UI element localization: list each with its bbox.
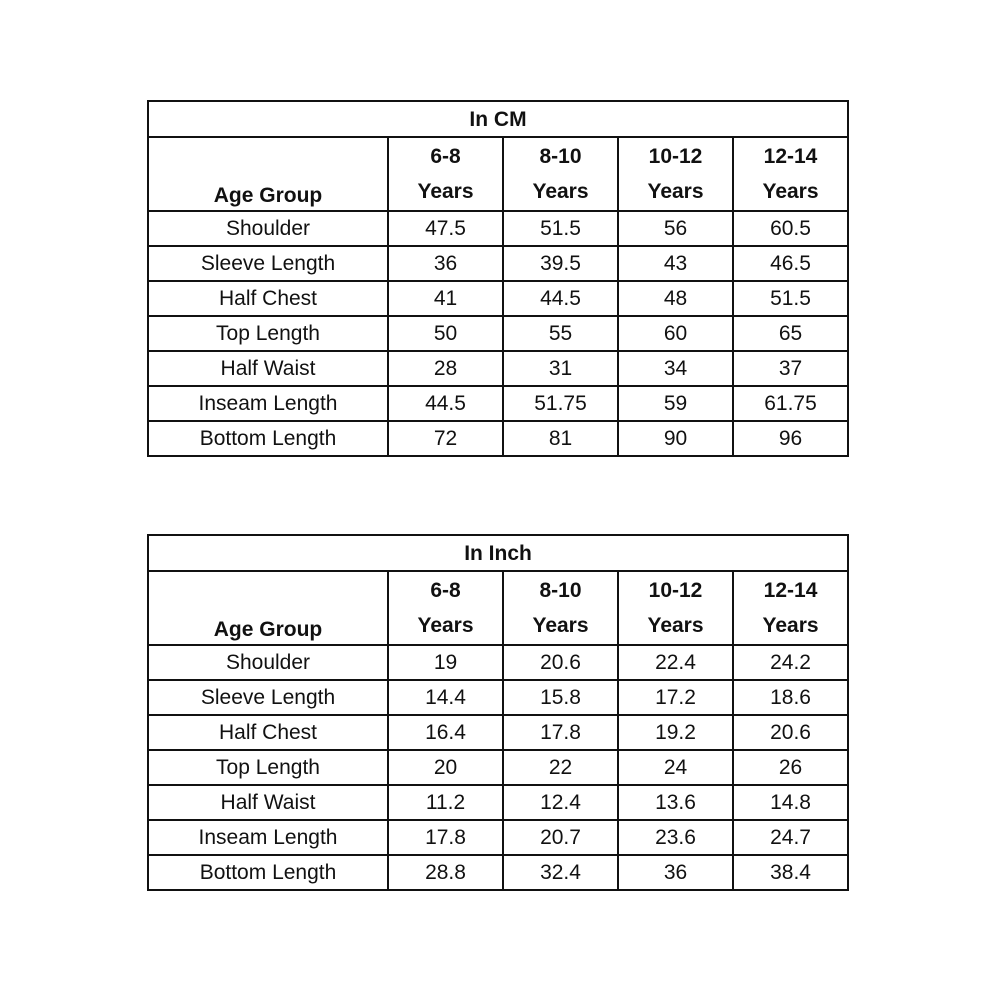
row-label: Inseam Length	[148, 820, 388, 855]
size-table-cm	[147, 100, 849, 457]
row-label: Bottom Length	[148, 421, 388, 456]
cell-value: 24	[618, 750, 733, 785]
table-row	[148, 855, 848, 890]
column-header	[733, 571, 848, 645]
cell-value: 65	[733, 316, 848, 351]
row-label: Half Waist	[148, 785, 388, 820]
cell-value: 51.75	[503, 386, 618, 421]
row-label: Bottom Length	[148, 855, 388, 890]
cell-value: 20	[388, 750, 503, 785]
cell-value: 19.2	[618, 715, 733, 750]
cell-value: 24.2	[733, 645, 848, 680]
cell-value: 20.6	[733, 715, 848, 750]
column-header-unit: Years	[647, 614, 704, 637]
cell-value: 44.5	[388, 386, 503, 421]
cell-value: 81	[503, 421, 618, 456]
column-header-range: 12-14	[763, 145, 818, 168]
column-header-range: 6-8	[430, 145, 461, 168]
table-title-row	[148, 535, 848, 571]
table-title-row	[148, 101, 848, 137]
column-header-unit: Years	[647, 180, 704, 203]
column-header-range: 10-12	[648, 579, 703, 602]
column-header	[503, 571, 618, 645]
column-header-unit: Years	[762, 180, 819, 203]
row-label: Half Waist	[148, 351, 388, 386]
cell-value: 16.4	[388, 715, 503, 750]
table-row	[148, 316, 848, 351]
row-label: Half Chest	[148, 715, 388, 750]
cell-value: 28.8	[388, 855, 503, 890]
column-header-range: 12-14	[763, 579, 818, 602]
column-header	[503, 137, 618, 211]
row-label: Top Length	[148, 750, 388, 785]
cell-value: 17.8	[388, 820, 503, 855]
cell-value: 55	[503, 316, 618, 351]
cell-value: 17.8	[503, 715, 618, 750]
column-header-range: 8-10	[539, 579, 582, 602]
column-header-unit: Years	[532, 180, 589, 203]
cell-value: 12.4	[503, 785, 618, 820]
cell-value: 14.4	[388, 680, 503, 715]
column-header	[618, 571, 733, 645]
cell-value: 38.4	[733, 855, 848, 890]
cell-value: 50	[388, 316, 503, 351]
cell-value: 46.5	[733, 246, 848, 281]
cell-value: 36	[388, 246, 503, 281]
cell-value: 32.4	[503, 855, 618, 890]
cell-value: 18.6	[733, 680, 848, 715]
cell-value: 61.75	[733, 386, 848, 421]
cell-value: 19	[388, 645, 503, 680]
cell-value: 37	[733, 351, 848, 386]
row-label: Half Chest	[148, 281, 388, 316]
table-row	[148, 386, 848, 421]
row-label: Sleeve Length	[148, 246, 388, 281]
row-label: Shoulder	[148, 211, 388, 246]
table-title: In CM	[148, 101, 848, 137]
cell-value: 44.5	[503, 281, 618, 316]
table-row	[148, 785, 848, 820]
row-label: Shoulder	[148, 645, 388, 680]
cell-value: 26	[733, 750, 848, 785]
cell-value: 20.7	[503, 820, 618, 855]
column-header-unit: Years	[417, 614, 474, 637]
cell-value: 22	[503, 750, 618, 785]
table-row	[148, 421, 848, 456]
table-row	[148, 750, 848, 785]
cell-value: 51.5	[733, 281, 848, 316]
cell-value: 36	[618, 855, 733, 890]
table-row	[148, 680, 848, 715]
column-header	[388, 137, 503, 211]
cell-value: 47.5	[388, 211, 503, 246]
row-label: Top Length	[148, 316, 388, 351]
column-header-unit: Years	[532, 614, 589, 637]
column-header-range: 6-8	[430, 579, 461, 602]
cell-value: 13.6	[618, 785, 733, 820]
table-title: In Inch	[148, 535, 848, 571]
cell-value: 20.6	[503, 645, 618, 680]
cell-value: 24.7	[733, 820, 848, 855]
age-group-header: Age Group	[148, 571, 388, 645]
size-table-inch	[147, 534, 849, 891]
table-row	[148, 281, 848, 316]
column-header-range: 10-12	[648, 145, 703, 168]
table-row	[148, 351, 848, 386]
cell-value: 34	[618, 351, 733, 386]
cell-value: 60.5	[733, 211, 848, 246]
column-header-unit: Years	[762, 614, 819, 637]
row-label: Inseam Length	[148, 386, 388, 421]
cell-value: 96	[733, 421, 848, 456]
cell-value: 56	[618, 211, 733, 246]
table-row	[148, 715, 848, 750]
table-header-row	[148, 571, 848, 645]
column-header	[618, 137, 733, 211]
table-row	[148, 211, 848, 246]
cell-value: 90	[618, 421, 733, 456]
cell-value: 11.2	[388, 785, 503, 820]
cell-value: 31	[503, 351, 618, 386]
cell-value: 14.8	[733, 785, 848, 820]
column-header-range: 8-10	[539, 145, 582, 168]
cell-value: 15.8	[503, 680, 618, 715]
age-group-header: Age Group	[148, 137, 388, 211]
cell-value: 48	[618, 281, 733, 316]
cell-value: 41	[388, 281, 503, 316]
table-row	[148, 645, 848, 680]
cell-value: 72	[388, 421, 503, 456]
cell-value: 28	[388, 351, 503, 386]
cell-value: 39.5	[503, 246, 618, 281]
cell-value: 59	[618, 386, 733, 421]
cell-value: 17.2	[618, 680, 733, 715]
table-row	[148, 246, 848, 281]
cell-value: 51.5	[503, 211, 618, 246]
column-header	[388, 571, 503, 645]
table-row	[148, 820, 848, 855]
cell-value: 22.4	[618, 645, 733, 680]
column-header-unit: Years	[417, 180, 474, 203]
cell-value: 43	[618, 246, 733, 281]
table-header-row	[148, 137, 848, 211]
cell-value: 60	[618, 316, 733, 351]
row-label: Sleeve Length	[148, 680, 388, 715]
cell-value: 23.6	[618, 820, 733, 855]
column-header	[733, 137, 848, 211]
